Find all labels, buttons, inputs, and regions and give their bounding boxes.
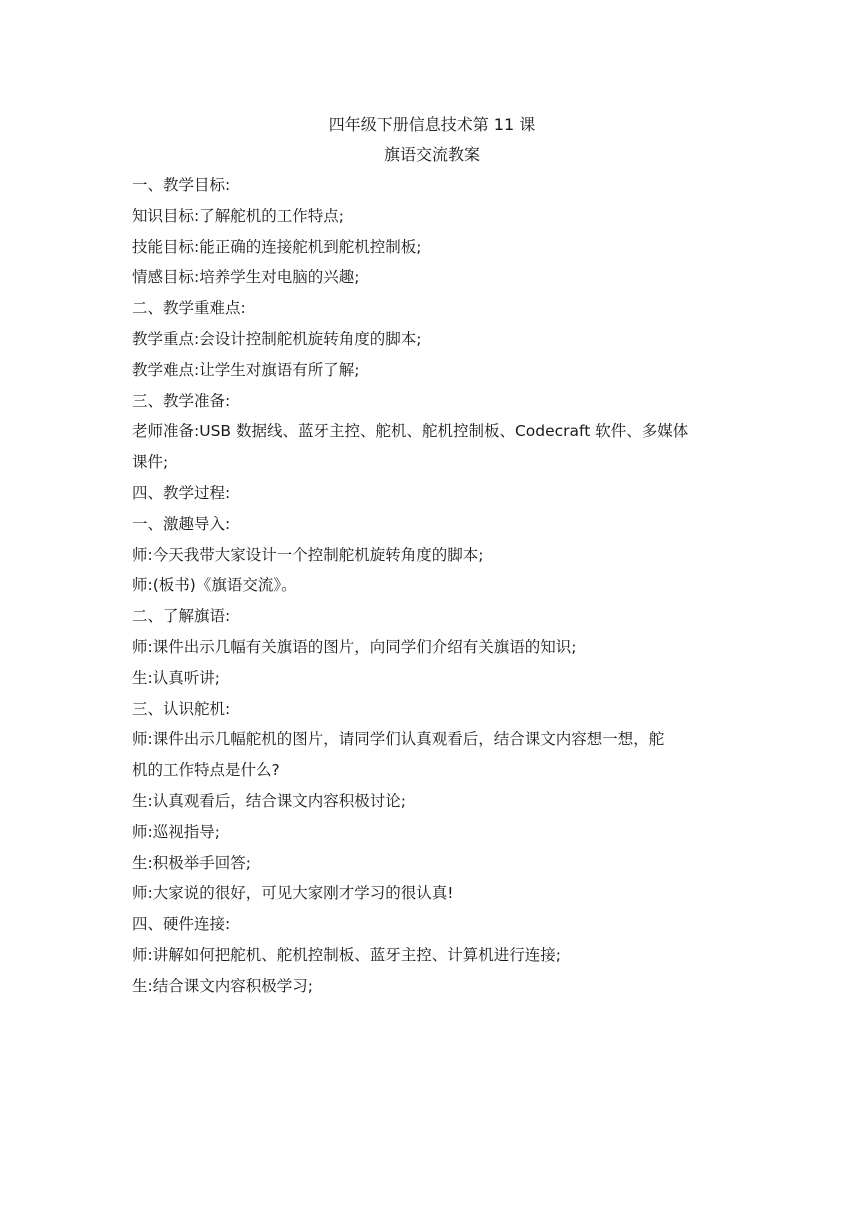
- subsection-heading-intro: 一、激趣导入:: [132, 514, 231, 533]
- text-line: 生:认真听讲;: [132, 668, 220, 687]
- text-line: 师:课件出示几幅舵机的图片，请同学们认真观看后，结合课文内容想一想，舵: [132, 730, 665, 749]
- text-line: 情感目标:培养学生对电脑的兴趣;: [132, 268, 360, 287]
- text-line: 教学重点:会设计控制舵机旋转角度的脚本;: [132, 329, 422, 348]
- text-line: 生:积极举手回答;: [132, 853, 251, 872]
- text-line: 师:今天我带大家设计一个控制舵机旋转角度的脚本;: [132, 545, 484, 564]
- section-heading-process: 四、教学过程:: [132, 483, 231, 502]
- text-line: 技能目标:能正确的连接舵机到舵机控制板;: [132, 237, 422, 256]
- text-line: 教学难点:让学生对旗语有所了解;: [132, 360, 360, 379]
- text-line: 师:讲解如何把舵机、舵机控制板、蓝牙主控、计算机进行连接;: [132, 945, 561, 964]
- section-heading-key-points: 二、教学重难点:: [132, 299, 246, 318]
- lesson-plan: [132, 110, 732, 1002]
- subsection-heading-hardware: 四、硬件连接:: [132, 915, 231, 934]
- text-line: 师:(板书)《旗语交流》。: [132, 576, 297, 595]
- text-line: 生:认真观看后，结合课文内容积极讨论;: [132, 791, 406, 810]
- subsection-heading-servo: 三、认识舵机:: [132, 699, 231, 718]
- section-heading-preparation: 三、教学准备:: [132, 391, 231, 410]
- document-subtitle: 旗语交流教案: [383, 145, 480, 164]
- text-line: 机的工作特点是什么?: [132, 761, 280, 780]
- section-heading-objectives: 一、教学目标:: [132, 176, 231, 194]
- text-line: 课件;: [132, 453, 169, 472]
- text-line: 师:课件出示几幅有关旗语的图片，向同学们介绍有关旗语的知识;: [132, 637, 577, 656]
- text-line: 师:大家说的很好，可见大家刚才学习的很认真!: [132, 884, 454, 903]
- text-line: 生:结合课文内容积极学习;: [132, 976, 313, 995]
- document-title: 四年级下册信息技术第 11 课: [328, 115, 536, 134]
- text-line: 老师准备:USB 数据线、蓝牙主控、舵机、舵机控制板、Codecraft 软件、多媒体: [132, 422, 689, 441]
- text-line: 师:巡视指导;: [132, 822, 220, 841]
- subsection-heading-flag-language: 二、了解旗语:: [132, 607, 231, 626]
- text-line: 知识目标:了解舵机的工作特点;: [132, 206, 344, 225]
